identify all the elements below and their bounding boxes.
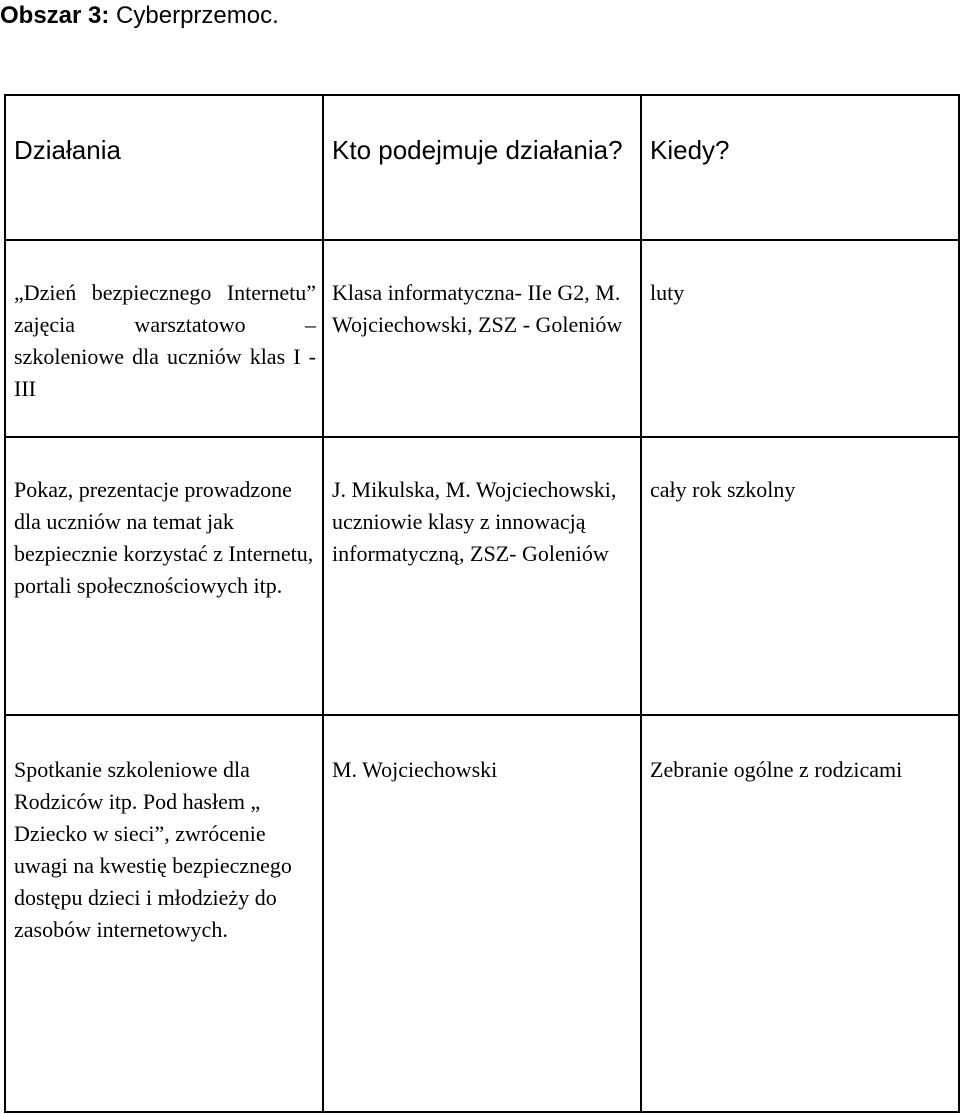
timing-cell: luty xyxy=(641,240,959,437)
header-cell-when xyxy=(641,95,959,240)
heading-label: Obszar 3: xyxy=(0,2,110,29)
table-row xyxy=(5,715,959,1112)
timing-cell: Zebranie ogólne z rodzicami xyxy=(641,715,959,1112)
responsible-cell: J. Mikulska, M. Wojciechowski, uczniowie klasy z innowacją informatyczną, ZSZ- Goleniów xyxy=(323,437,641,715)
heading-title: Cyberprzemoc. xyxy=(109,2,279,29)
header-when-label: Kiedy? xyxy=(650,135,730,165)
action-plan-table xyxy=(4,94,960,1113)
table-row xyxy=(5,437,959,715)
table-row xyxy=(5,240,959,437)
table-header-row xyxy=(5,95,959,240)
header-cell-who xyxy=(323,95,641,240)
header-cell-actions xyxy=(5,95,323,240)
action-cell: Spotkanie szkoleniowe dla Rodziców itp. Pod hasłem „ Dziecko w sieci”, zwrócenie uwagi na kwestię bezpiecznego dostępu dzieci i młodzieży do zasobów internetowych. xyxy=(5,715,323,1112)
responsible-cell: M. Wojciechowski xyxy=(323,715,641,1112)
responsible-cell: Klasa informatyczna- IIe G2, M. Wojciechowski, ZSZ - Goleniów xyxy=(323,240,641,437)
action-cell: „Dzień bezpiecznego Internetu” zajęcia warsztatowo – szkoleniowe dla uczniów klas I - III xyxy=(5,240,323,437)
page-heading xyxy=(0,2,279,30)
header-actions-label: Działania xyxy=(14,135,121,165)
timing-cell: cały rok szkolny xyxy=(641,437,959,715)
action-cell: Pokaz, prezentacje prowadzone dla uczniów na temat jak bezpiecznie korzystać z Internetu, portali społecznościowych itp. xyxy=(5,437,323,715)
header-who-label: Kto podejmuje działania? xyxy=(332,135,623,165)
